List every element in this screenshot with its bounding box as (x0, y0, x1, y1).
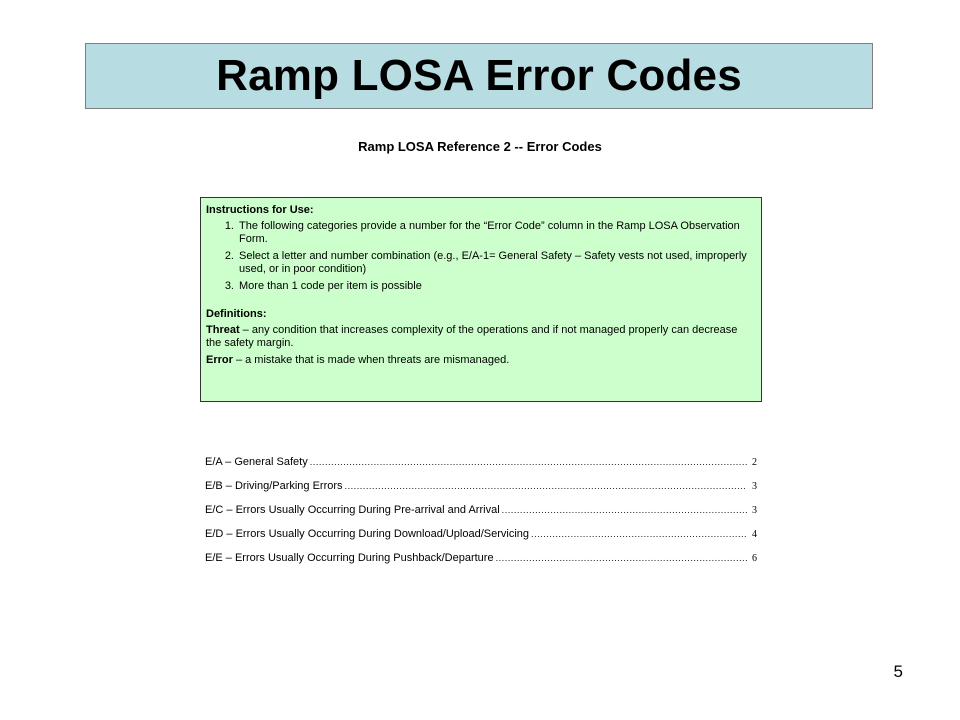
slide-number: 5 (893, 662, 903, 681)
toc-page-number: 3 (752, 481, 757, 492)
slide-title-box (85, 43, 873, 109)
definition-term: Error (206, 354, 233, 366)
instruction-text: More than 1 code per item is possible (239, 280, 422, 292)
definition-error (206, 354, 755, 367)
definition-text: – any condition that increases complexity of the operations and if not managed properly can decrease the safety margin. (206, 324, 738, 349)
instruction-number: 3. (224, 280, 234, 292)
definition-threat (206, 324, 755, 350)
instruction-item (206, 220, 755, 246)
toc-dot-leader (310, 458, 747, 467)
toc-page-number: 4 (752, 529, 757, 540)
toc-dot-leader (502, 506, 747, 515)
toc-entry[interactable] (205, 504, 757, 528)
toc-entry[interactable] (205, 456, 757, 480)
definitions-heading: Definitions: (206, 308, 267, 320)
toc-entry-label: E/B – Driving/Parking Errors (205, 480, 343, 492)
toc-entry[interactable] (205, 480, 757, 504)
toc-page-number: 2 (752, 457, 757, 468)
definition-term: Threat (206, 324, 240, 336)
instruction-number: 1. (224, 220, 234, 232)
toc-entry[interactable] (205, 528, 757, 552)
instruction-text: Select a letter and number combination (e.g., E/A-1= General Safety – Safety vests not used, improperly used, or in poor condition) (239, 250, 747, 275)
instruction-text: The following categories provide a number for the “Error Code” column in the Ramp LOSA Observation Form. (239, 220, 740, 245)
toc-entry-label: E/A – General Safety (205, 456, 308, 468)
toc-dot-leader (345, 482, 747, 491)
instructions-heading: Instructions for Use: (206, 204, 314, 216)
toc-entry-label: E/D – Errors Usually Occurring During Download/Upload/Servicing (205, 528, 530, 540)
instruction-item (206, 250, 755, 276)
toc-dot-leader (496, 554, 747, 563)
toc-dot-leader (531, 530, 747, 539)
instructions-list (206, 220, 755, 293)
toc-entry-label: E/E – Errors Usually Occurring During Pushback/Departure (205, 552, 494, 564)
slide-title: Ramp LOSA Error Codes (216, 51, 742, 100)
toc-entry-label: E/C – Errors Usually Occurring During Pre-arrival and Arrival (205, 504, 500, 516)
table-of-contents (205, 456, 757, 576)
document-subtitle: Ramp LOSA Reference 2 -- Error Codes (358, 139, 602, 154)
instruction-number: 2. (224, 250, 234, 262)
toc-page-number: 3 (752, 505, 757, 516)
toc-entry[interactable] (205, 552, 757, 576)
toc-page-number: 6 (752, 553, 757, 564)
instructions-box (200, 197, 762, 402)
instruction-item (206, 280, 755, 293)
definition-text: – a mistake that is made when threats are mismanaged. (232, 354, 510, 366)
